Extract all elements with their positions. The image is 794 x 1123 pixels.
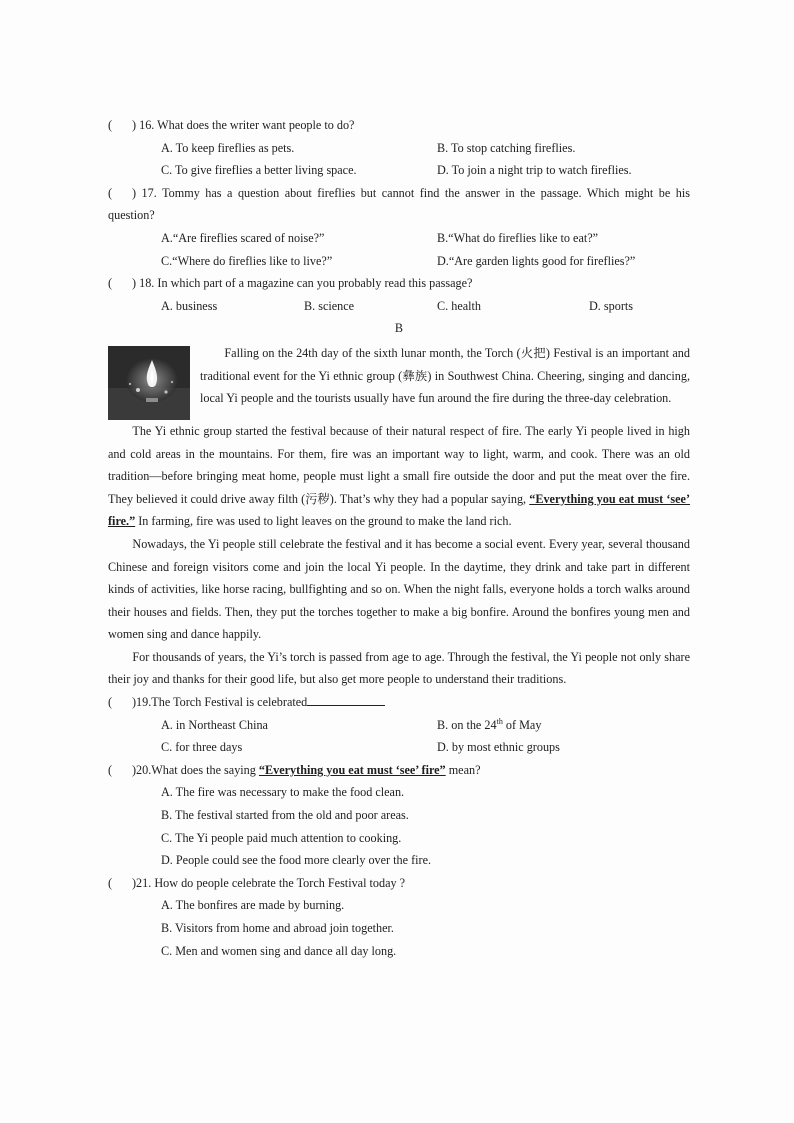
question-18-options [108, 295, 690, 318]
answer-bracket[interactable]: ( [108, 762, 113, 777]
option-b: B.“What do fireflies like to eat?” [437, 230, 599, 245]
passage-paragraph-4: For thousands of years, the Yi’s torch is passed from age to age. Through the festival, the Yi people not only share their joy and thanks for their good life, but also get more people to understand their traditions. [108, 649, 690, 687]
section-heading: B [394, 321, 404, 336]
option-c: C. health [437, 298, 482, 313]
option-d: D.“Are garden lights good for fireflies?” [437, 253, 636, 268]
question-stem: )21. How do people celebrate the Torch Festival today ? [132, 875, 406, 890]
answer-bracket[interactable]: ( [108, 875, 113, 890]
option-d: D. To join a night trip to watch fireflies. [437, 163, 632, 178]
paragraph-text: In farming, fire was used to light leaves on the ground to make the land rich. [135, 514, 512, 529]
option-d: D. People could see the food more clearly over the fire. [161, 853, 432, 868]
question-17-options [108, 227, 690, 272]
option-b [437, 714, 690, 737]
question-16-options [108, 137, 690, 182]
stem-text: )20.What does the saying [132, 762, 259, 777]
question-21 [108, 872, 690, 895]
option-a: A. business [161, 298, 218, 313]
question-19-options [108, 714, 690, 759]
option-b: B. science [304, 298, 355, 313]
option-b: B. To stop catching fireflies. [437, 140, 576, 155]
exam-page [108, 114, 690, 962]
answer-bracket[interactable]: ( [108, 185, 113, 200]
answer-bracket[interactable]: ( [108, 695, 113, 710]
question-20 [108, 759, 690, 782]
passage-intro [108, 342, 690, 420]
answer-blank[interactable] [307, 691, 385, 706]
popular-saying: “Everything you eat must ‘see’ fire.” [108, 491, 691, 529]
option-b: B. The festival started from the old and poor areas. [161, 808, 409, 823]
stem-saying: “Everything you eat must ‘see’ fire” [258, 762, 446, 777]
answer-bracket[interactable]: ( [108, 276, 113, 291]
question-stem: ) 18. In which part of a magazine can you probably read this passage? [132, 276, 473, 291]
ordinal-suffix: th [496, 716, 503, 726]
option-a: A. The fire was necessary to make the food clean. [161, 785, 405, 800]
question-stem [132, 759, 481, 782]
passage-paragraph-3: Nowadays, the Yi people still celebrate the festival and it has become a social event. Every year, several thousand Chinese and foreign visitors come and join the local Yi people. In the daytime, they drink and take part in different kinds of activities, like horse racing, bullfighting and so on. When the night falls, everyone holds a torch walks around their houses and fields. Then, they put the torches together to make a big bonfire. Around the bonfires young men and women sing and dance happily. [108, 536, 690, 642]
option-c: C. Men and women sing and dance all day long. [161, 943, 397, 958]
option-c: C. To give fireflies a better living space. [161, 163, 357, 178]
option-a: A.“Are fireflies scared of noise?” [161, 230, 325, 245]
option-b-text: B. on the 24 [437, 717, 497, 732]
stem-text-end: mean? [445, 762, 481, 777]
answer-bracket[interactable]: ( [108, 118, 113, 132]
option-b: B. Visitors from home and abroad join together. [161, 921, 394, 935]
torch-fire-photo-icon [108, 346, 190, 420]
question-stem: ) 17. Tommy has a question about fireflies but cannot find the answer in the passage. Which might be his question? [108, 185, 690, 223]
question-16 [108, 114, 690, 137]
question-18 [108, 272, 690, 295]
option-c: C. The Yi people paid much attention to cooking. [161, 830, 402, 845]
paragraph-text: The Yi ethnic group started the festival because of their natural respect of fire. The early Yi people lived in high and cold areas in the mountains. For them, fire was an important way to light, warm, and cook. There was an old tradition—before bringing meat home, people must light a small fire outside the door and put the meat over the fire. They believed it could drive away filth (污秽). That’s why they had a popular saying, [108, 423, 690, 506]
question-19 [108, 691, 690, 714]
option-c: C. for three days [161, 740, 243, 755]
question-stem: )19.The Torch Festival is celebrated [132, 695, 308, 710]
question-20-options [108, 781, 690, 871]
question-21-options [108, 894, 690, 962]
option-a: A. in Northeast China [161, 717, 268, 732]
question-stem: ) 16. What does the writer want people to do? [132, 118, 355, 132]
option-a: A. The bonfires are made by burning. [161, 898, 345, 913]
passage-paragraph-2 [108, 420, 690, 533]
option-d: D. sports [589, 298, 634, 313]
option-a: A. To keep fireflies as pets. [161, 140, 295, 155]
passage-paragraph-1: Falling on the 24th day of the sixth lunar month, the Torch (火把) Festival is an important and traditional event for the Yi ethnic group (彝族) in Southwest China. Cheering, singing and dancing, local Yi people and the tourists usually have fun around the fire during the three-day celebration. [200, 345, 690, 406]
option-c: C.“Where do fireflies like to live?” [161, 253, 333, 268]
option-b-text-end: of May [502, 717, 542, 732]
question-17 [108, 182, 690, 227]
option-d: D. by most ethnic groups [437, 740, 560, 755]
